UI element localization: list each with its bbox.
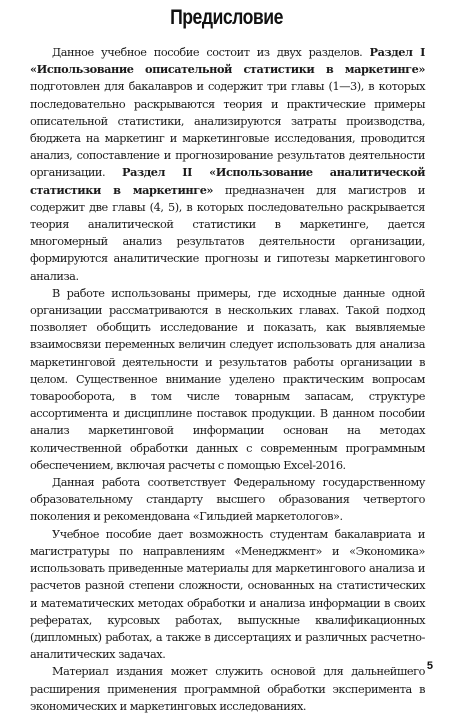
paragraph-4: Учебное пособие дает возможность студентам бакалавриата и магистратуры по направлениям «Менеджмент» и «Экономика» использовать приведенные материалы для маркетингового анализа и расчетов разной степени сложности, основанных на статистических и математических методах обработки и анализа информации в своих рефератах, курсовых работах, выпускные квалификационных (дипломных) работах, а также в диссертациях и различных расчетно-аналитических задачах. xyxy=(30,527,425,662)
paragraph-1 xyxy=(30,44,425,285)
paragraph-1-text-3: предназначен для магистров и содержит две главы (4, 5), в которых последовательно раскрывается теория аналитической статистики в маркетинге, дается многомерный анализ результатов деятельности организации, формируются аналитические прогнозы и гипотезы маркетингового анализа. xyxy=(30,183,425,283)
page-title: Предисловие xyxy=(170,6,283,29)
page-number: 5 xyxy=(426,660,433,672)
paragraph-3: Данная работа соответствует Федеральному государственному образовательному стандарту высшего образования четвертого поколения и рекомендована «Гильдией маркетологов». xyxy=(30,476,425,524)
paragraph-5: Материал издания может служить основой для дальнейшего расширения применения программной обработки эксперимента в экономических и маркетинговых исследованиях. xyxy=(30,665,425,713)
section-2-title: Раздел II «Использование аналитической статистики в маркетинге» xyxy=(30,165,425,197)
body-text xyxy=(30,44,425,715)
section-1-title: Раздел I «Использование описательной статистики в маркетинге» xyxy=(30,45,425,77)
paragraph-1-text-2: подготовлен для бакалавров и содержит три главы (1—3), в которых последовательно раскрываются теория и практические примеры описательной статистики, анализируются затраты производства, бюджета на маркетинг и маркетинговые исследования, проводится анализ, сопоставление и прогнозирование результатов деятельности организации. xyxy=(30,80,425,180)
paragraph-2: В работе использованы примеры, где исходные данные одной организации рассматриваются в нескольких главах. Такой подход позволяет обобщить исследование и показать, как выявляемые взаимосвязи переменных величин следует использовать для анализа маркетинговой деятельности и результатов работы организации в целом. Существенное внимание уделено практическим вопросам товарооборота, в том числе товарным запасам, структуре ассортимента и дисциплине поставок продукции. В данном пособии анализ маркетинговой информации основан на методах количественной обработки данных с современным программным обеспечением, включая расчеты с помощью Excel-2016. xyxy=(30,286,425,472)
paragraph-1-text-1: Данное учебное пособие состоит из двух разделов. xyxy=(52,46,370,59)
